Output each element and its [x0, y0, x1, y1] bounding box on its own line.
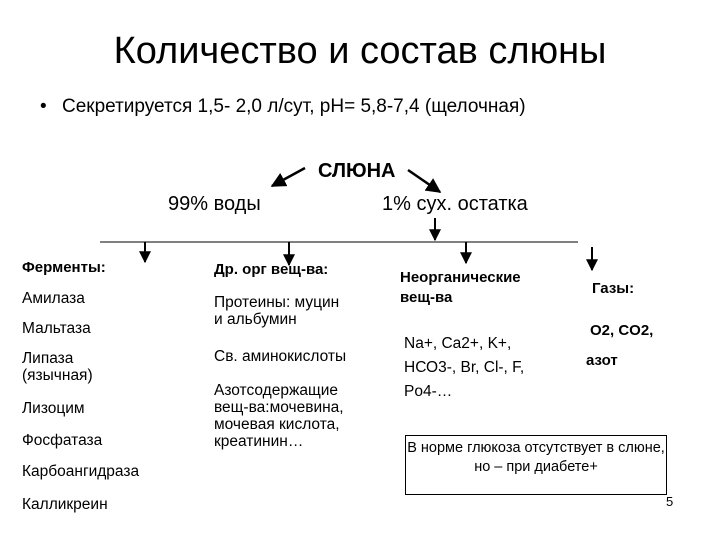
organic-item-nitrogenous: Азотсодержащие вещ-ва:мочевина, мочевая кислота, креатинин…	[214, 382, 344, 450]
inorganic-header: Неорганические вещ-ва	[400, 269, 521, 306]
inorganic-item-ions: Na+, Ca2+, K+, НСО3-, Br, Cl-, F, Po4-…	[404, 335, 525, 400]
water-share: 99% воды	[168, 193, 261, 215]
enzyme-item-carbonic-anhydrase: Карбоангидраза	[22, 463, 140, 480]
glucose-note-box: В норме глюкоза отсутствует в слюне, но – при диабете+	[405, 435, 667, 495]
organic-header: Др. орг вещ-ва:	[214, 261, 329, 278]
page-number: 5	[666, 494, 674, 509]
bullet-marker: •	[40, 96, 47, 117]
saliva-root: СЛЮНА	[318, 160, 396, 182]
slide-title: Количество и состав слюны	[113, 30, 607, 72]
enzyme-item-amylase: Амилаза	[22, 290, 85, 307]
gases-item-nitrogen: азот	[586, 352, 618, 369]
enzymes-header: Ферменты:	[22, 259, 106, 276]
enzyme-item-phosphatase: Фосфатаза	[22, 432, 103, 449]
enzyme-item-maltase: Мальтаза	[22, 320, 91, 337]
enzyme-item-lipase: Липаза (язычная)	[22, 350, 93, 384]
dry-residue-share: 1% сух. остатка	[382, 193, 528, 215]
gases-header: Газы:	[592, 280, 635, 297]
enzyme-item-lysozyme: Лизоцим	[22, 400, 85, 417]
bullet-text: Секретируется 1,5- 2,0 л/сут, рН= 5,8-7,4 (щелочная)	[62, 96, 526, 117]
organic-item-amino-acids: Св. аминокислоты	[214, 348, 347, 365]
arrow-to-dry-residue	[408, 170, 440, 192]
enzyme-item-kallikrein: Калликреин	[22, 496, 108, 513]
gases-item-o2-co2: O2, CO2,	[590, 322, 654, 339]
organic-item-proteins: Протеины: муцин и альбумин	[214, 294, 340, 328]
arrow-to-water	[272, 168, 305, 186]
